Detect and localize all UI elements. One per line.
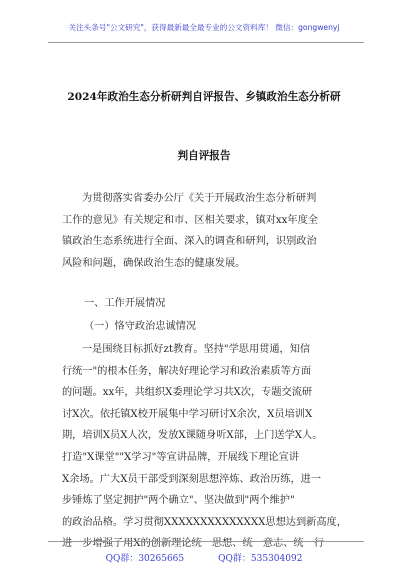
text-line: 期，培训X员X人次，发放X课随身听X部，上门送学X人。 [62, 430, 323, 442]
subsection-heading: （一）恪守政治忠诚情况 [84, 321, 197, 332]
footer-qq-group-2: QQ群：535304092 [218, 554, 303, 564]
paragraph-body [62, 339, 362, 555]
document-title-line-1: 2024年政治生态分析研判自评报告、乡镇政治生态分析研 [67, 91, 341, 103]
text-line: 步锤炼了坚定拥护"两个确立"、坚决做到"两个维护" [62, 495, 295, 507]
text-line: 一是围绕目标抓好zt教育。坚持"学思用贯通，知信 [82, 344, 311, 355]
footer-divider [48, 541, 364, 542]
footer-contact [0, 551, 408, 564]
text-line: 的政治品格。学习贯彻XXXXXXXXXXXXXX思想达到新高度， [62, 516, 347, 528]
text-line: X余场。广大X员干部受到深刻思想淬炼、政治历练，进一 [62, 473, 322, 485]
text-line: 讨X次。依托镇X校开展集中学习研讨X余次，X员培训X [62, 408, 313, 420]
section-heading: 一、工作开展情况 [84, 298, 166, 309]
header-notice: 关注头条号"公文研究"，获得最新最全最专业的公文资料库！ 微信：gongwenyj [68, 23, 340, 32]
text-line: 的问题。xx年，共组织X委理论学习共X次，专题交流研 [62, 387, 313, 399]
document-title-line-2: 判自评报告 [177, 150, 231, 162]
text-line: 为贯彻落实省委办公厅《关于开展政治生态分析研判 [82, 193, 317, 204]
header-divider [48, 42, 364, 43]
text-line: 工作的意见》有关规定和市、区相关要求，镇对xx年度全 [62, 214, 318, 226]
text-line: 镇政治生态系统进行全面、深入的调查和研判，识别政治 [62, 236, 317, 248]
text-line: 打造"X课堂""X学习"等宣讲品牌，开展线下理论宣讲 [62, 451, 299, 463]
text-line: 进一步增强了用X的创新理论统一思想、统一意志、统一行 [62, 538, 324, 550]
paragraph-intro [62, 188, 362, 274]
footer-qq-group-1: QQ群：30265665 [105, 554, 185, 564]
text-line: 风险和问题，确保政治生态的健康发展。 [62, 257, 246, 269]
text-line: 行统一"的根本任务，解决好理论学习和政治素质等方面 [62, 365, 312, 377]
